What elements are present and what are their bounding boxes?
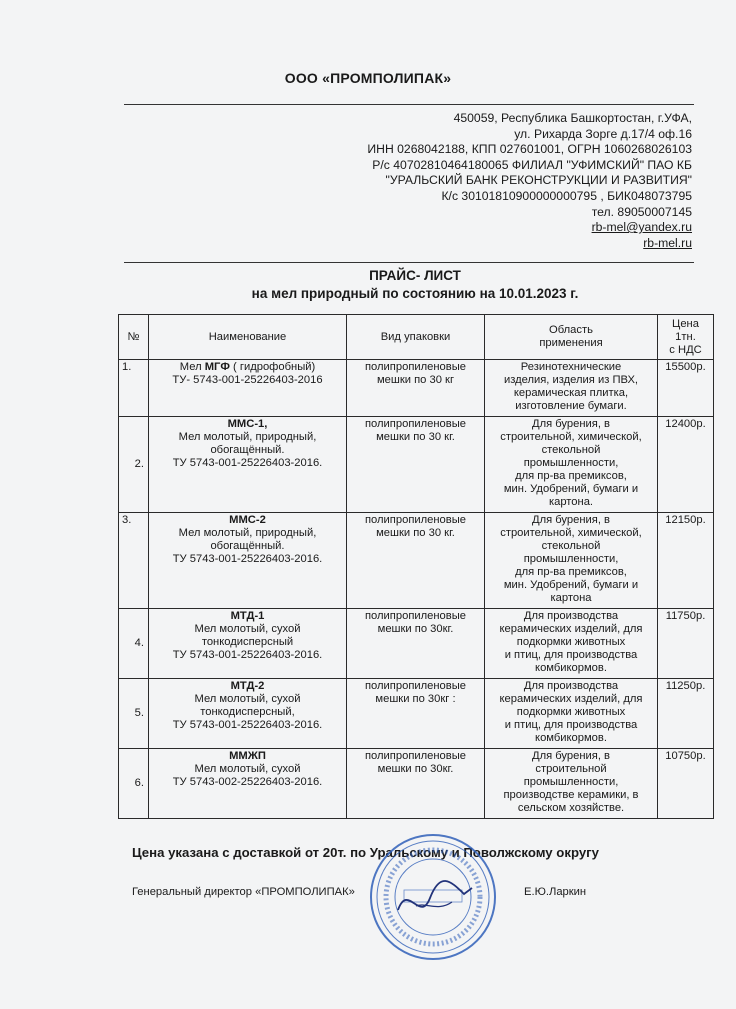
table-row: [119, 609, 714, 679]
product-code: ММС-1,: [227, 418, 268, 430]
area-line: сельском хозяйстве.: [517, 802, 625, 814]
area-line: Для бурения, в: [532, 514, 610, 526]
product-name: [149, 360, 347, 417]
packaging-line: мешки по 30кг :: [375, 693, 456, 705]
area-line: подкормки животных: [516, 706, 626, 718]
area-line: строительной: [535, 763, 607, 775]
company-name: ООО «ПРОМПОЛИПАК»: [284, 70, 452, 86]
packaging-line: полипропиленовые: [365, 514, 466, 526]
packaging: [347, 417, 485, 513]
area-line: картона: [550, 592, 592, 604]
area-line: керамическая плитка,: [513, 387, 629, 399]
area-line: Для производства: [523, 680, 619, 692]
company-stamp: [368, 832, 498, 962]
header-name: Наименование: [149, 315, 347, 360]
company-details: [272, 111, 692, 251]
area-line: производстве керамики, в: [503, 789, 639, 801]
area-line: и птиц, для производства: [504, 719, 638, 731]
product-code: МТД-2: [230, 680, 265, 692]
subtitle-line: на мел природный по состоянию на 10.01.2023 г.: [251, 286, 579, 301]
table-row: [119, 513, 714, 609]
product-code: МТД-1: [230, 610, 265, 622]
product-spec: Мел молотый, природный,: [178, 527, 317, 539]
tax-ids-line: ИНН 0268042188, КПП 027601001, ОГРН 1060268026103: [367, 142, 692, 157]
table-row: [119, 360, 714, 417]
document-title: [0, 267, 736, 303]
stamp-middle-ring: [377, 841, 489, 953]
product-code: ММС-2: [229, 514, 266, 526]
row-number: 1.: [119, 360, 149, 417]
area-line: Для бурения, в: [532, 418, 610, 430]
area-line: стекольной: [541, 444, 601, 456]
packaging: [347, 749, 485, 819]
director-title: Генеральный директор «ПРОМПОЛИПАК»: [132, 886, 355, 898]
delivery-note: Цена указана с доставкой от 20т. по Уральскому и Поволжскому округу: [132, 845, 599, 860]
area-line: для пр-ва премиксов,: [515, 566, 627, 578]
product-spec: обогащённый.: [210, 540, 285, 552]
product-spec: ТУ 5743-001-25226403-2016.: [172, 553, 323, 565]
packaging-line: полипропиленовые: [365, 680, 466, 692]
product-name: [149, 417, 347, 513]
product-spec: Мел молотый, сухой: [194, 623, 301, 635]
packaging-line: полипропиленовые: [365, 610, 466, 622]
application-area: [485, 749, 658, 819]
row-number: 4.: [119, 609, 149, 679]
application-area: [485, 609, 658, 679]
packaging-line: мешки по 30 кг.: [376, 527, 455, 539]
table-row: [119, 749, 714, 819]
area-line: изготовление бумаги.: [515, 400, 627, 412]
product-name: [149, 749, 347, 819]
area-line: промышленности,: [523, 457, 619, 469]
product-name: [149, 513, 347, 609]
product-spec: ТУ 5743-001-25226403-2016.: [172, 719, 323, 731]
packaging-line: полипропиленовые: [365, 750, 466, 762]
website-link[interactable]: rb-mel.ru: [643, 235, 692, 250]
stamp-outer-ring: [371, 835, 495, 959]
price-value: 11750р.: [658, 609, 714, 679]
area-line: для пр-ва премиксов,: [515, 470, 627, 482]
header-price-line: с НДС: [669, 343, 702, 356]
product-spec: ТУ 5743-001-25226403-2016.: [172, 649, 323, 661]
packaging-line: мешки по 30кг.: [377, 623, 454, 635]
corr-account-line: К/с 30101810900000000795 , БИК048073795: [441, 188, 692, 203]
title-line: ПРАЙС- ЛИСТ: [369, 268, 461, 283]
packaging-line: полипропиленовые: [365, 418, 466, 430]
email-link[interactable]: rb-mel@yandex.ru: [591, 220, 692, 235]
product-spec: Мел молотый, сухой: [194, 693, 301, 705]
area-line: Для бурения, в: [532, 750, 610, 762]
header-divider: [124, 104, 694, 105]
stamp-inner-ring: [395, 859, 471, 935]
area-line: промышленности,: [523, 553, 619, 565]
packaging: [347, 679, 485, 749]
area-line: строительной, химической,: [500, 431, 642, 443]
header-price-line: Цена: [672, 317, 699, 330]
address-line: 450059, Республика Башкортостан, г.УФА,: [453, 111, 692, 125]
bank-name-line: "УРАЛЬСКИЙ БАНК РЕКОНСТРУКЦИИ И РАЗВИТИЯ": [385, 173, 692, 188]
product-spec: ТУ 5743-002-25226403-2016.: [172, 776, 323, 788]
application-area: [485, 360, 658, 417]
area-line: промышленности,: [523, 776, 619, 788]
application-area: [485, 513, 658, 609]
product-suffix: ( гидрофобный): [229, 361, 316, 373]
header-area-line: Область: [549, 324, 593, 336]
area-line: изделия, изделия из ПВХ,: [503, 374, 639, 386]
row-number: 5.: [119, 679, 149, 749]
packaging: [347, 609, 485, 679]
application-area: [485, 679, 658, 749]
price-value: 10750р.: [658, 749, 714, 819]
price-value: 12400р.: [658, 417, 714, 513]
price-value: 15500р.: [658, 360, 714, 417]
packaging-line: полипропиленовые: [365, 361, 466, 373]
application-area: [485, 417, 658, 513]
row-number: 2.: [119, 417, 149, 513]
product-spec: тонкодисперсный: [201, 636, 294, 648]
packaging: [347, 513, 485, 609]
product-spec: ТУ 5743-001-25226403-2016.: [172, 457, 323, 469]
price-table: [118, 314, 714, 819]
row-number: 6.: [119, 749, 149, 819]
header-area: [485, 315, 658, 360]
details-divider: [124, 262, 694, 263]
area-line: Для производства: [523, 610, 619, 622]
signature-scribble: [398, 881, 472, 910]
table-row: [119, 679, 714, 749]
product-spec: Мел молотый, сухой: [194, 763, 301, 775]
area-line: подкормки животных: [516, 636, 626, 648]
area-line: Резинотехнические: [520, 361, 622, 373]
product-code: ММЖП: [229, 750, 266, 762]
price-value: 12150р.: [658, 513, 714, 609]
product-name: [149, 609, 347, 679]
stamp-text-ring: [386, 850, 480, 944]
packaging-line: мешки по 30 кг.: [376, 431, 455, 443]
table-header-row: [119, 315, 714, 360]
product-spec: тонкодисперсный,: [200, 706, 295, 718]
phone-line: тел. 89050007145: [591, 204, 692, 219]
row-number: 3.: [119, 513, 149, 609]
product-spec: обогащённый.: [210, 444, 285, 456]
area-line: картона.: [548, 496, 594, 508]
area-line: керамических изделий, для: [499, 623, 643, 635]
area-line: комбикормов.: [535, 662, 607, 674]
price-value: 11250р.: [658, 679, 714, 749]
header-pack: Вид упаковки: [347, 315, 485, 360]
director-name: Е.Ю.Ларкин: [524, 886, 587, 898]
table-row: [119, 417, 714, 513]
product-spec: Мел молотый, природный,: [178, 431, 317, 443]
area-line: и птиц, для производства: [504, 649, 638, 661]
header-num: №: [119, 315, 149, 360]
product-spec: ТУ- 5743-001-25226403-2016: [172, 374, 323, 386]
packaging: [347, 360, 485, 417]
product-name: [149, 679, 347, 749]
area-line: керамических изделий, для: [499, 693, 643, 705]
area-line: стекольной: [541, 540, 601, 552]
packaging-line: мешки по 30 кг: [376, 374, 455, 386]
product-prefix: Мел: [179, 361, 205, 373]
packaging-line: мешки по 30кг.: [377, 763, 454, 775]
header-price: [658, 315, 714, 360]
signature-underline: [416, 902, 452, 907]
address-line: ул. Рихарда Зорге д.17/4 оф.16: [514, 126, 692, 141]
area-line: мин. Удобрений, бумаги и: [503, 579, 639, 591]
area-line: комбикормов.: [535, 732, 607, 744]
area-line: мин. Удобрений, бумаги и: [503, 483, 639, 495]
header-price-line: 1тн.: [675, 330, 696, 343]
product-code: МГФ: [204, 361, 230, 373]
bank-account-line: Р/с 40702810464180065 ФИЛИАЛ "УФИМСКИЙ" ПАО КБ: [372, 157, 692, 172]
header-area-line: применения: [539, 337, 603, 349]
area-line: строительной, химической,: [500, 527, 642, 539]
